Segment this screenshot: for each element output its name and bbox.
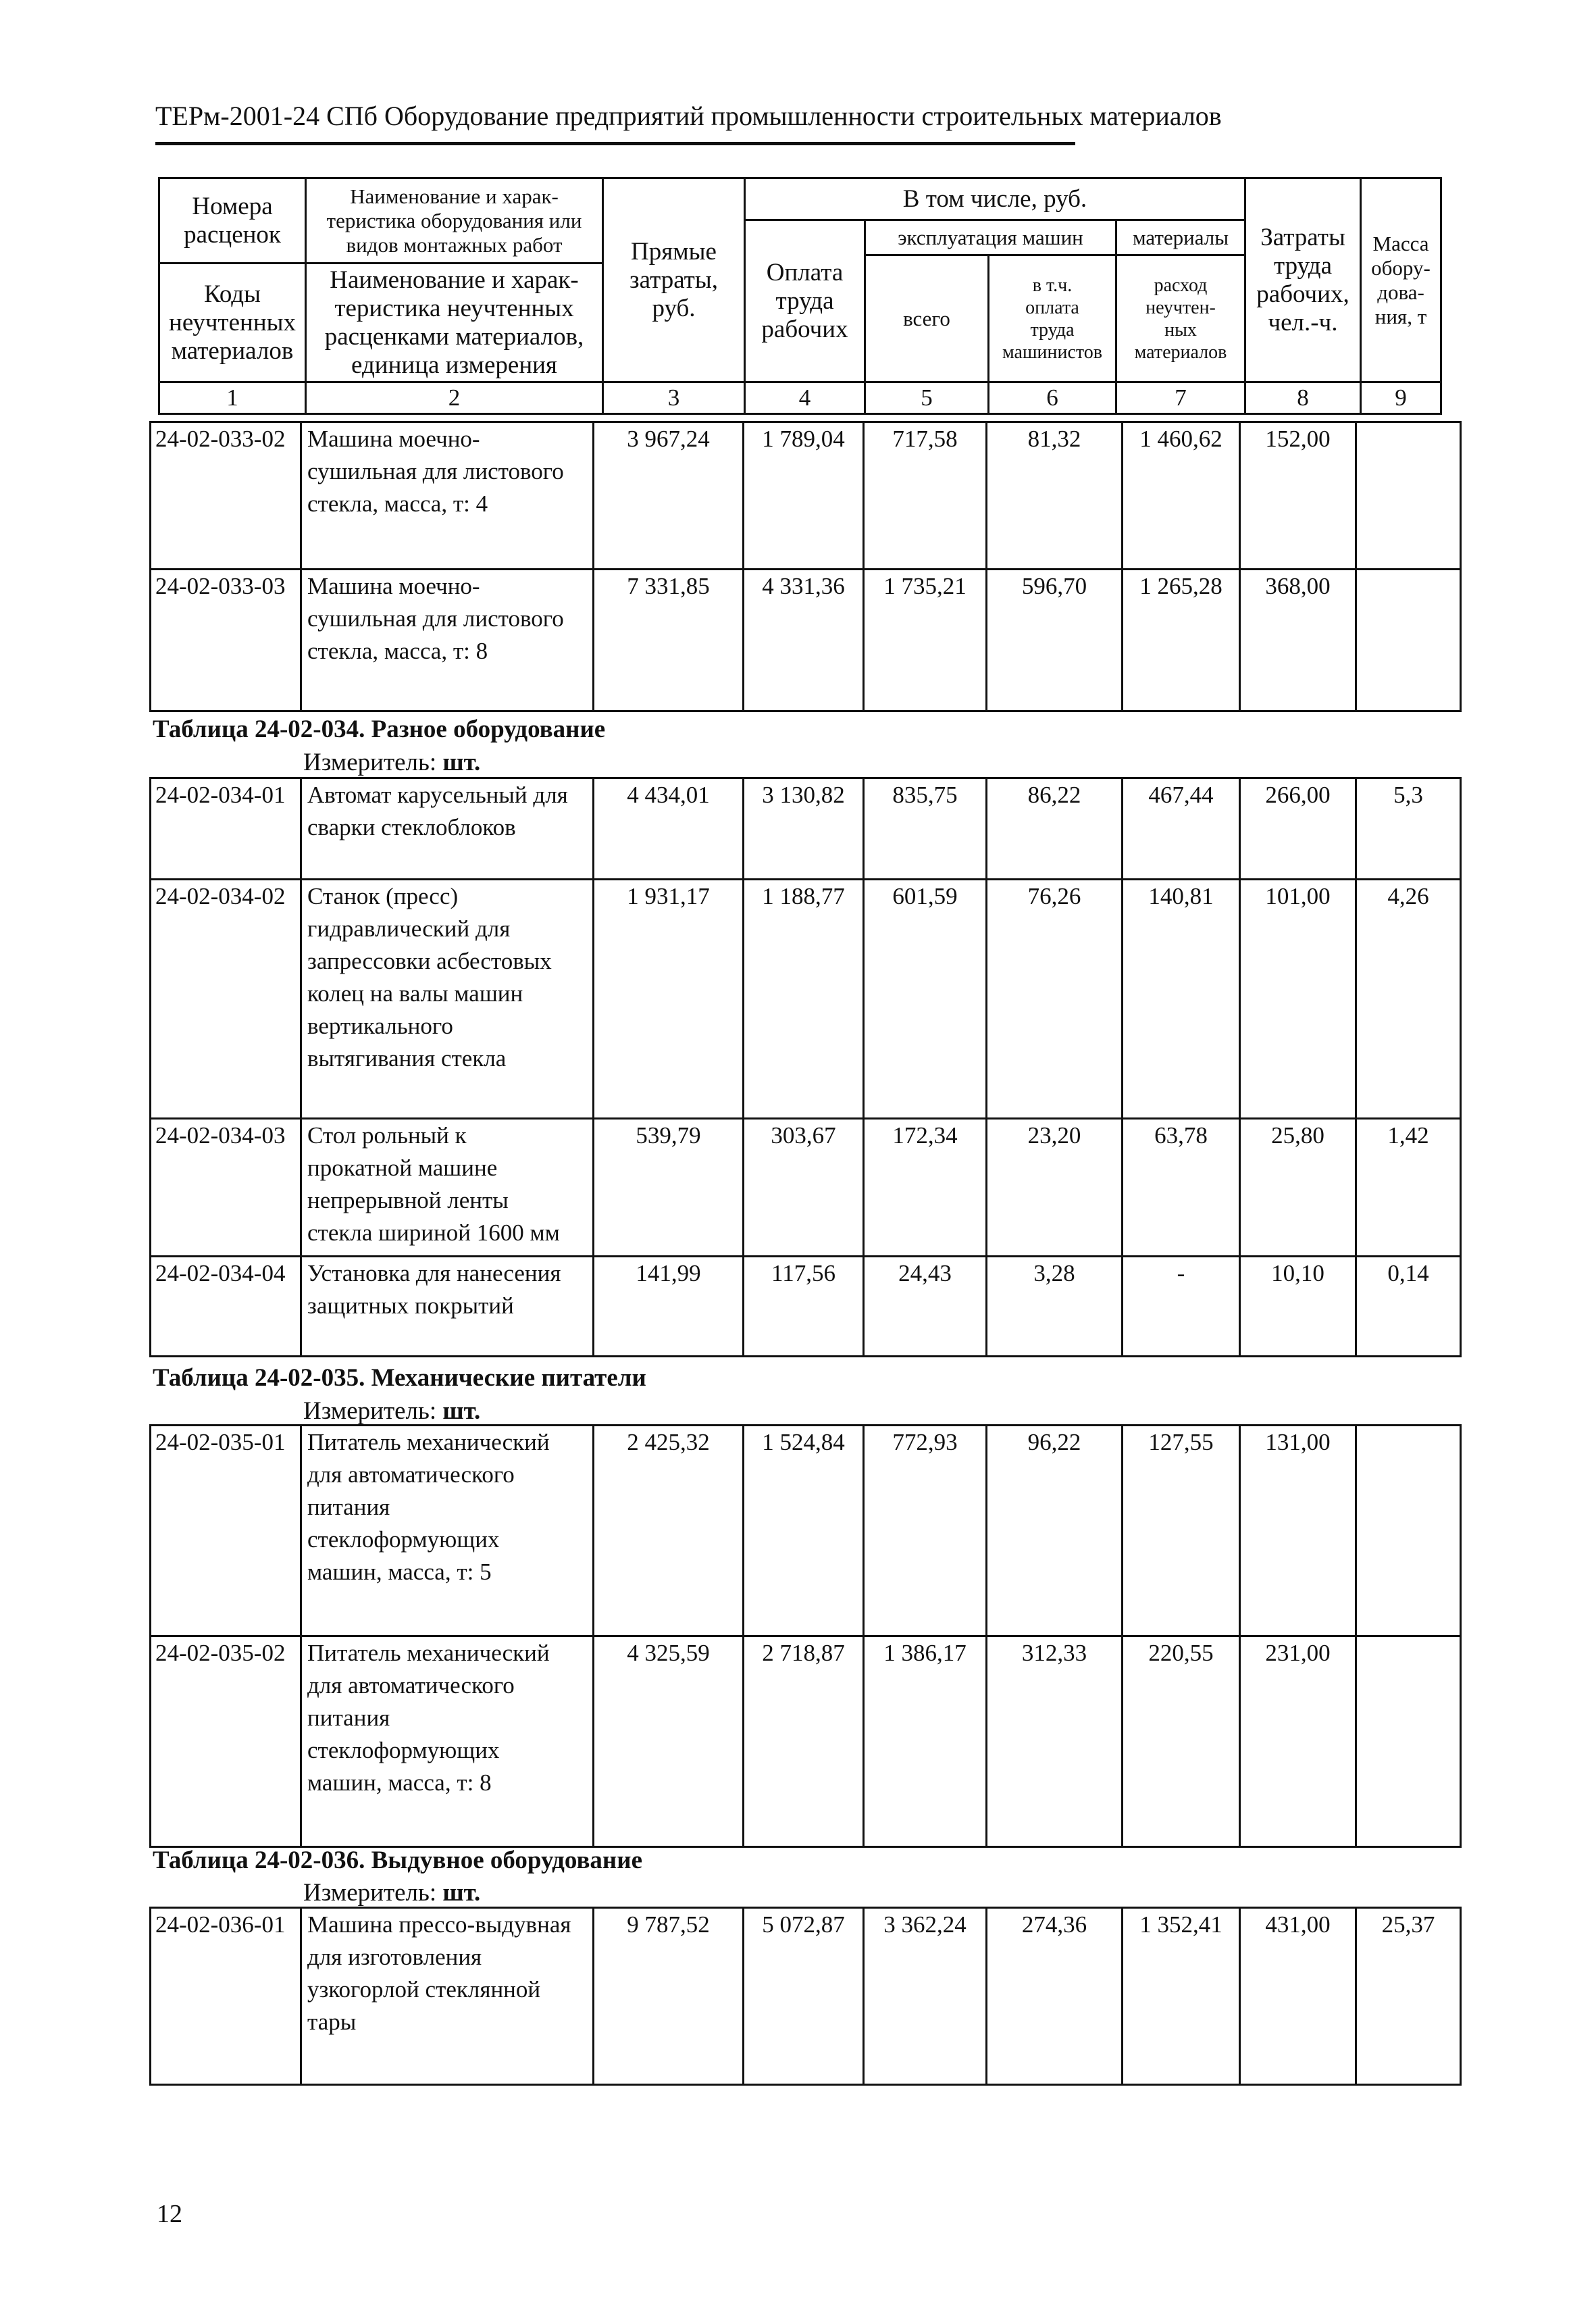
col4-line1: Оплата: [766, 258, 844, 286]
rate-code: 24-02-036-01: [151, 1908, 301, 2085]
column-number: 9: [1361, 382, 1441, 414]
table-title: Таблица 24-02-035. Механические питатели: [153, 1364, 646, 1392]
rate-name: [301, 570, 594, 711]
rate-name-line: защитных покрытий: [307, 1292, 514, 1319]
labor-hours: 25,80: [1240, 1119, 1356, 1257]
rate-name-line: гидравлический для: [307, 915, 511, 942]
col6-line4: машинистов: [1002, 341, 1102, 363]
rate-name-line: вытягивания стекла: [307, 1045, 507, 1072]
machinist-labor-cost: 96,22: [987, 1426, 1123, 1636]
column-number: 1: [159, 382, 306, 414]
table-row: [151, 1908, 1461, 2085]
rate-name-line: сварки стеклоблоков: [307, 814, 516, 840]
rate-name-line: колец на валы машин: [307, 980, 523, 1007]
table-row: [151, 1426, 1461, 1636]
rate-name-line: сушильная для листового: [307, 458, 564, 484]
labor-cost: 5 072,87: [744, 1908, 864, 2085]
direct-cost: 4 325,59: [594, 1636, 744, 1847]
materials-cost: 467,44: [1123, 778, 1240, 880]
measure-unit-value: шт.: [442, 749, 481, 776]
rates-table-035: [149, 1424, 1462, 1848]
labor-hours: 266,00: [1240, 778, 1356, 880]
machinist-labor-cost: 76,26: [987, 880, 1123, 1119]
rate-code: 24-02-035-02: [151, 1636, 301, 1847]
machine-cost: 835,75: [864, 778, 987, 880]
column-number: 2: [306, 382, 603, 414]
col2-bottom-line1: Наименование и харак-: [330, 266, 579, 294]
col1-top-line1: Номера: [192, 192, 273, 220]
materials-cost: 63,78: [1123, 1119, 1240, 1257]
rate-name-line: запрессовки асбестовых: [307, 948, 552, 974]
rate-name-line: питания: [307, 1494, 390, 1520]
rate-code: 24-02-034-02: [151, 880, 301, 1119]
col2-top-line2: теристика оборудования или: [326, 208, 582, 232]
measure-unit: [303, 1878, 480, 1907]
group-header: В том числе, руб.: [745, 178, 1245, 220]
equipment-mass: [1356, 1426, 1461, 1636]
rate-name-line: прокатной машине: [307, 1155, 498, 1181]
machinist-labor-cost: 596,70: [987, 570, 1123, 711]
rate-code: 24-02-034-01: [151, 778, 301, 880]
col9-line4: ния, т: [1374, 304, 1427, 328]
direct-cost: 539,79: [594, 1119, 744, 1257]
col1-bottom-line3: материалов: [171, 336, 294, 365]
direct-cost: 4 434,01: [594, 778, 744, 880]
table-row: [151, 570, 1461, 711]
col2-header-bottom: [306, 263, 603, 382]
col7-line2: неучтен-: [1145, 297, 1216, 318]
rate-name: [301, 1908, 594, 2085]
direct-cost: 3 967,24: [594, 422, 744, 570]
rate-name-line: Машина прессо-выдувная: [307, 1911, 571, 1938]
machine-cost: 601,59: [864, 880, 987, 1119]
machinist-labor-cost: 81,32: [987, 422, 1123, 570]
machine-cost: 772,93: [864, 1426, 987, 1636]
rate-code: 24-02-034-03: [151, 1119, 301, 1257]
col3-line1: Прямые: [631, 237, 717, 266]
table-row: [151, 778, 1461, 880]
labor-cost: 303,67: [744, 1119, 864, 1257]
column-number: 6: [989, 382, 1116, 414]
materials-cost: 1 352,41: [1123, 1908, 1240, 2085]
labor-hours: 431,00: [1240, 1908, 1356, 2085]
rate-name-line: для автоматического: [307, 1461, 515, 1488]
rate-name-line: сушильная для листового: [307, 605, 564, 632]
header-underline: [155, 142, 1075, 145]
rates-table-033: [149, 421, 1462, 712]
col2-top-line3: видов монтажных работ: [346, 232, 563, 257]
col7-line1: расход: [1154, 274, 1208, 296]
direct-cost: 2 425,32: [594, 1426, 744, 1636]
rate-name-line: тары: [307, 2009, 357, 2035]
col1-header-bottom: [159, 263, 306, 382]
col3-line2: затраты,: [629, 266, 718, 294]
rates-table-034: [149, 777, 1462, 1357]
column-header-table: [158, 177, 1442, 415]
column-number: 3: [603, 382, 745, 414]
rate-name: [301, 1426, 594, 1636]
rate-name: [301, 778, 594, 880]
col9-line3: дова-: [1377, 280, 1424, 304]
col4-header: [745, 220, 865, 382]
page-number: 12: [157, 2200, 182, 2228]
column-number: 5: [865, 382, 989, 414]
rate-name-line: Установка для нанесения: [307, 1260, 561, 1286]
col9-line1: Масса: [1372, 231, 1429, 255]
col1-top-line2: расценок: [184, 220, 281, 249]
table-row: [151, 422, 1461, 570]
machines-header: эксплуатация машин: [865, 220, 1116, 255]
col1-bottom-line1: Коды: [204, 280, 261, 308]
col8-line3: рабочих,: [1256, 280, 1349, 308]
page-header-title: ТЕРм-2001-24 СПб Оборудование предприятий промышленности строительных материалов: [155, 101, 1222, 131]
machinist-labor-cost: 3,28: [987, 1257, 1123, 1357]
rate-name: [301, 1257, 594, 1357]
labor-cost: 2 718,87: [744, 1636, 864, 1847]
rate-name-line: стекла, масса, т: 8: [307, 638, 488, 664]
machine-cost: 717,58: [864, 422, 987, 570]
equipment-mass: [1356, 422, 1461, 570]
rates-table-036: [149, 1907, 1462, 2086]
rate-code: 24-02-034-04: [151, 1257, 301, 1357]
direct-cost: 1 931,17: [594, 880, 744, 1119]
rate-name-line: Питатель механический: [307, 1640, 550, 1666]
machine-cost: 1 386,17: [864, 1636, 987, 1847]
rate-name-line: стекла, масса, т: 4: [307, 491, 488, 517]
col8-line2: труда: [1273, 251, 1333, 280]
machine-cost: 24,43: [864, 1257, 987, 1357]
rate-name-line: машин, масса, т: 8: [307, 1769, 492, 1796]
col3-line3: руб.: [652, 294, 696, 322]
labor-cost: 1 524,84: [744, 1426, 864, 1636]
machinist-labor-cost: 86,22: [987, 778, 1123, 880]
rate-name-line: Станок (пресс): [307, 883, 459, 909]
labor-cost: 4 331,36: [744, 570, 864, 711]
measure-unit-value: шт.: [442, 1879, 481, 1907]
equipment-mass: 25,37: [1356, 1908, 1461, 2085]
rate-name: [301, 422, 594, 570]
rate-name-line: стеклоформующих: [307, 1737, 500, 1763]
column-number: 4: [745, 382, 865, 414]
rate-code: 24-02-033-02: [151, 422, 301, 570]
materials-cost: 1 460,62: [1123, 422, 1240, 570]
direct-cost: 141,99: [594, 1257, 744, 1357]
labor-cost: 117,56: [744, 1257, 864, 1357]
col1-header-top: [159, 178, 306, 263]
col8-line4: чел.-ч.: [1268, 308, 1338, 336]
machinist-labor-cost: 23,20: [987, 1119, 1123, 1257]
labor-hours: 231,00: [1240, 1636, 1356, 1847]
direct-cost: 7 331,85: [594, 570, 744, 711]
labor-hours: 10,10: [1240, 1257, 1356, 1357]
rate-name-line: питания: [307, 1705, 390, 1731]
machine-cost: 1 735,21: [864, 570, 987, 711]
col6-line2: оплата: [1025, 297, 1079, 318]
rate-name-line: машин, масса, т: 5: [307, 1559, 492, 1585]
equipment-mass: [1356, 570, 1461, 711]
col1-bottom-line2: неучтенных: [169, 308, 296, 336]
col2-top-line1: Наименование и харак-: [350, 184, 559, 208]
col6-line3: труда: [1030, 319, 1075, 341]
rate-name-line: Питатель механический: [307, 1429, 550, 1455]
rate-name-line: непрерывной ленты: [307, 1187, 509, 1213]
col2-bottom-line2: теристика неучтенных: [334, 294, 574, 322]
col6-line1: в т.ч.: [1032, 274, 1073, 296]
col9-header: [1361, 178, 1441, 382]
labor-hours: 131,00: [1240, 1426, 1356, 1636]
equipment-mass: [1356, 1636, 1461, 1847]
col3-header: [603, 178, 745, 382]
measure-unit-label: Измеритель:: [303, 1397, 437, 1425]
col9-line2: обору-: [1371, 255, 1431, 280]
col2-header-top: [306, 178, 603, 263]
col2-bottom-line4: единица измерения: [351, 351, 557, 379]
rate-name: [301, 1119, 594, 1257]
materials-header: материалы: [1116, 220, 1245, 255]
table-row: [151, 880, 1461, 1119]
rate-name-line: Машина моечно-: [307, 573, 480, 599]
col7-header: [1116, 255, 1245, 382]
materials-cost: 220,55: [1123, 1636, 1240, 1847]
materials-cost: 1 265,28: [1123, 570, 1240, 711]
column-number: 7: [1116, 382, 1245, 414]
rate-name: [301, 1636, 594, 1847]
rate-name-line: узкогорлой стеклянной: [307, 1976, 541, 2003]
table-row: [151, 1119, 1461, 1257]
labor-cost: 3 130,82: [744, 778, 864, 880]
direct-cost: 9 787,52: [594, 1908, 744, 2085]
rate-name-line: Автомат карусельный для: [307, 782, 568, 808]
rate-name-line: стекла шириной 1600 мм: [307, 1219, 560, 1246]
col8-line1: Затраты: [1260, 223, 1345, 251]
labor-cost: 1 188,77: [744, 880, 864, 1119]
column-number: 8: [1245, 382, 1361, 414]
labor-hours: 368,00: [1240, 570, 1356, 711]
machine-cost: 3 362,24: [864, 1908, 987, 2085]
measure-unit-label: Измеритель:: [303, 1879, 437, 1907]
col7-line4: материалов: [1134, 341, 1227, 363]
machinist-labor-cost: 274,36: [987, 1908, 1123, 2085]
machine-cost: 172,34: [864, 1119, 987, 1257]
col5-header: всего: [865, 255, 989, 382]
labor-hours: 101,00: [1240, 880, 1356, 1119]
rate-name-line: для изготовления: [307, 1944, 482, 1970]
rate-name-line: стеклоформующих: [307, 1526, 500, 1553]
materials-cost: 127,55: [1123, 1426, 1240, 1636]
table-row: [151, 1257, 1461, 1357]
rate-name-line: вертикального: [307, 1013, 453, 1039]
equipment-mass: 0,14: [1356, 1257, 1461, 1357]
equipment-mass: 5,3: [1356, 778, 1461, 880]
col4-line2: труда: [775, 286, 834, 315]
materials-cost: 140,81: [1123, 880, 1240, 1119]
materials-cost: -: [1123, 1257, 1240, 1357]
col8-header: [1245, 178, 1361, 382]
rate-code: 24-02-033-03: [151, 570, 301, 711]
rate-name-line: Машина моечно-: [307, 426, 480, 452]
table-row: [151, 1636, 1461, 1847]
measure-unit-value: шт.: [442, 1397, 481, 1425]
table-title: Таблица 24-02-034. Разное оборудование: [153, 715, 606, 743]
col4-line3: рабочих: [761, 315, 848, 343]
equipment-mass: 1,42: [1356, 1119, 1461, 1257]
equipment-mass: 4,26: [1356, 880, 1461, 1119]
col2-bottom-line3: расценками материалов,: [324, 322, 584, 351]
col6-header: [989, 255, 1116, 382]
table-title: Таблица 24-02-036. Выдувное оборудование: [153, 1846, 642, 1874]
measure-unit: [303, 748, 480, 777]
rate-code: 24-02-035-01: [151, 1426, 301, 1636]
rate-name-line: для автоматического: [307, 1672, 515, 1699]
rate-name-line: Стол рольный к: [307, 1122, 467, 1149]
rate-name: [301, 880, 594, 1119]
measure-unit-label: Измеритель:: [303, 749, 437, 776]
col7-line3: ных: [1164, 319, 1197, 341]
labor-hours: 152,00: [1240, 422, 1356, 570]
measure-unit: [303, 1397, 480, 1426]
labor-cost: 1 789,04: [744, 422, 864, 570]
machinist-labor-cost: 312,33: [987, 1636, 1123, 1847]
